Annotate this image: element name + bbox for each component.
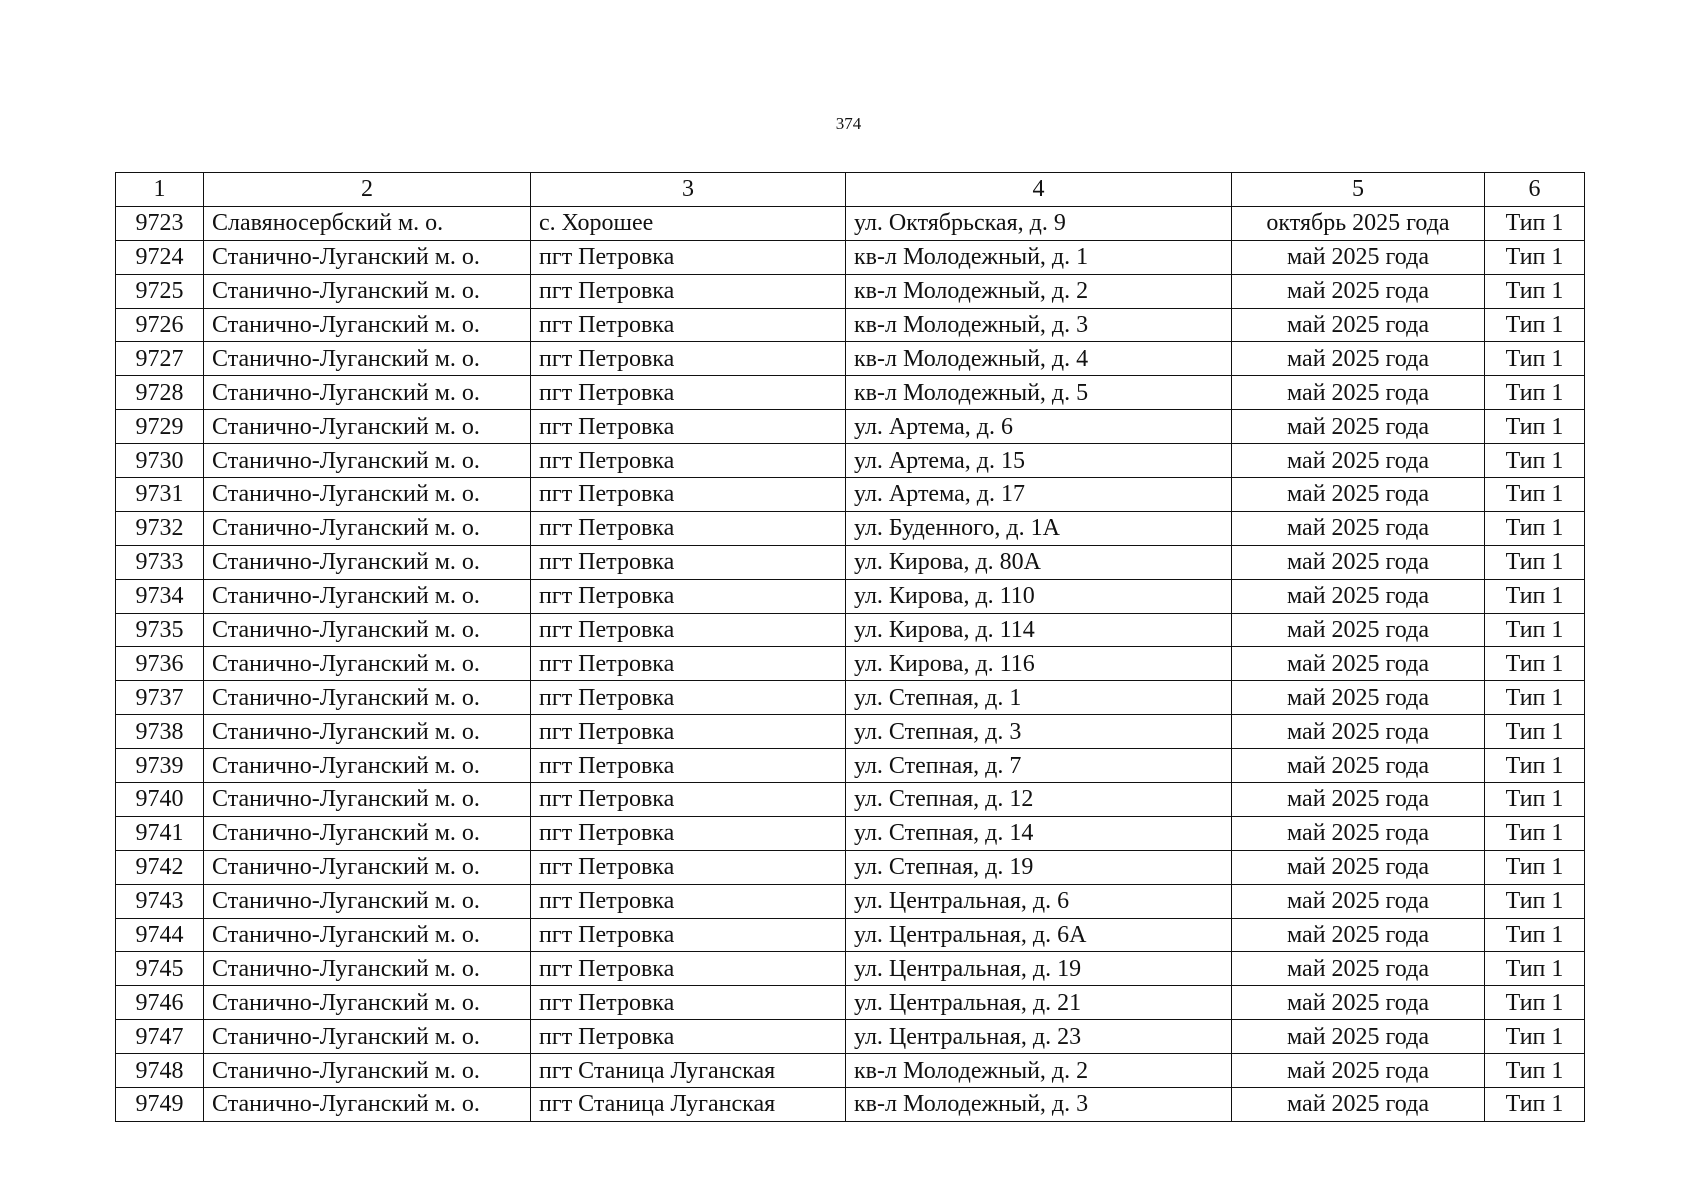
date-cell: май 2025 года (1232, 478, 1485, 512)
page-number (0, 114, 1697, 134)
address-cell: ул. Кирова, д. 116 (846, 647, 1232, 681)
locality-cell: пгт Петровка (531, 376, 846, 410)
row-number-cell: 9724 (116, 240, 204, 274)
locality-cell: пгт Петровка (531, 783, 846, 817)
table-row (116, 647, 1585, 681)
row-number-cell: 9740 (116, 783, 204, 817)
header-cell-5: 5 (1232, 173, 1485, 207)
row-number-cell: 9723 (116, 206, 204, 240)
table-row (116, 681, 1585, 715)
locality-cell: пгт Петровка (531, 308, 846, 342)
row-number-cell: 9735 (116, 613, 204, 647)
table-row (116, 342, 1585, 376)
date-cell: май 2025 года (1232, 986, 1485, 1020)
address-cell: кв-л Молодежный, д. 5 (846, 376, 1232, 410)
table-row (116, 240, 1585, 274)
date-cell: май 2025 года (1232, 1088, 1485, 1122)
row-number-cell: 9741 (116, 816, 204, 850)
row-number-cell: 9745 (116, 952, 204, 986)
type-cell: Тип 1 (1485, 511, 1585, 545)
municipality-cell: Станично-Луганский м. о. (204, 1020, 531, 1054)
type-cell: Тип 1 (1485, 850, 1585, 884)
address-cell: кв-л Молодежный, д. 3 (846, 1088, 1232, 1122)
date-cell: май 2025 года (1232, 850, 1485, 884)
municipality-cell: Станично-Луганский м. о. (204, 308, 531, 342)
locality-cell: пгт Петровка (531, 274, 846, 308)
registry-table (115, 172, 1585, 1122)
date-cell: май 2025 года (1232, 613, 1485, 647)
address-cell: ул. Артема, д. 15 (846, 444, 1232, 478)
row-number-cell: 9738 (116, 715, 204, 749)
table-row (116, 1054, 1585, 1088)
date-cell: май 2025 года (1232, 511, 1485, 545)
table-row (116, 749, 1585, 783)
locality-cell: пгт Станица Луганская (531, 1088, 846, 1122)
municipality-cell: Станично-Луганский м. о. (204, 376, 531, 410)
address-cell: ул. Степная, д. 7 (846, 749, 1232, 783)
address-cell: ул. Степная, д. 12 (846, 783, 1232, 817)
header-cell-1: 1 (116, 173, 204, 207)
table-row (116, 1088, 1585, 1122)
table-row (116, 308, 1585, 342)
row-number-cell: 9743 (116, 884, 204, 918)
table-row (116, 444, 1585, 478)
municipality-cell: Станично-Луганский м. о. (204, 1054, 531, 1088)
table-row (116, 986, 1585, 1020)
table-row (116, 715, 1585, 749)
row-number-cell: 9744 (116, 918, 204, 952)
locality-cell: пгт Петровка (531, 850, 846, 884)
municipality-cell: Станично-Луганский м. о. (204, 240, 531, 274)
row-number-cell: 9727 (116, 342, 204, 376)
row-number-cell: 9730 (116, 444, 204, 478)
row-number-cell: 9748 (116, 1054, 204, 1088)
date-cell: май 2025 года (1232, 444, 1485, 478)
type-cell: Тип 1 (1485, 749, 1585, 783)
municipality-cell: Станично-Луганский м. о. (204, 274, 531, 308)
date-cell: октябрь 2025 года (1232, 206, 1485, 240)
table-row (116, 952, 1585, 986)
locality-cell: пгт Петровка (531, 613, 846, 647)
type-cell: Тип 1 (1485, 816, 1585, 850)
address-cell: ул. Степная, д. 1 (846, 681, 1232, 715)
row-number-cell: 9733 (116, 545, 204, 579)
row-number-cell: 9736 (116, 647, 204, 681)
locality-cell: пгт Петровка (531, 647, 846, 681)
table-row (116, 783, 1585, 817)
locality-cell: пгт Петровка (531, 511, 846, 545)
type-cell: Тип 1 (1485, 342, 1585, 376)
type-cell: Тип 1 (1485, 410, 1585, 444)
address-cell: кв-л Молодежный, д. 3 (846, 308, 1232, 342)
locality-cell: пгт Петровка (531, 715, 846, 749)
address-cell: ул. Артема, д. 6 (846, 410, 1232, 444)
date-cell: май 2025 года (1232, 918, 1485, 952)
address-cell: ул. Центральная, д. 21 (846, 986, 1232, 1020)
date-cell: май 2025 года (1232, 715, 1485, 749)
row-number-cell: 9746 (116, 986, 204, 1020)
locality-cell: пгт Петровка (531, 816, 846, 850)
row-number-cell: 9729 (116, 410, 204, 444)
type-cell: Тип 1 (1485, 478, 1585, 512)
type-cell: Тип 1 (1485, 444, 1585, 478)
address-cell: ул. Буденного, д. 1А (846, 511, 1232, 545)
type-cell: Тип 1 (1485, 783, 1585, 817)
type-cell: Тип 1 (1485, 240, 1585, 274)
address-cell: ул. Центральная, д. 6 (846, 884, 1232, 918)
row-number-cell: 9726 (116, 308, 204, 342)
locality-cell: пгт Петровка (531, 986, 846, 1020)
type-cell: Тип 1 (1485, 579, 1585, 613)
locality-cell: пгт Петровка (531, 342, 846, 376)
table-row (116, 884, 1585, 918)
row-number-cell: 9725 (116, 274, 204, 308)
date-cell: май 2025 года (1232, 952, 1485, 986)
municipality-cell: Станично-Луганский м. о. (204, 681, 531, 715)
locality-cell: с. Хорошее (531, 206, 846, 240)
table-row (116, 816, 1585, 850)
date-cell: май 2025 года (1232, 884, 1485, 918)
table-header (116, 173, 1585, 207)
table-row (116, 579, 1585, 613)
table-row (116, 918, 1585, 952)
municipality-cell: Станично-Луганский м. о. (204, 1088, 531, 1122)
table-row (116, 850, 1585, 884)
header-row (116, 173, 1585, 207)
municipality-cell: Станично-Луганский м. о. (204, 579, 531, 613)
type-cell: Тип 1 (1485, 1020, 1585, 1054)
address-cell: ул. Центральная, д. 23 (846, 1020, 1232, 1054)
municipality-cell: Станично-Луганский м. о. (204, 715, 531, 749)
municipality-cell: Станично-Луганский м. о. (204, 986, 531, 1020)
locality-cell: пгт Петровка (531, 478, 846, 512)
table-row (116, 478, 1585, 512)
type-cell: Тип 1 (1485, 952, 1585, 986)
header-cell-2: 2 (204, 173, 531, 207)
locality-cell: пгт Петровка (531, 749, 846, 783)
date-cell: май 2025 года (1232, 681, 1485, 715)
municipality-cell: Станично-Луганский м. о. (204, 783, 531, 817)
date-cell: май 2025 года (1232, 1020, 1485, 1054)
address-cell: кв-л Молодежный, д. 2 (846, 1054, 1232, 1088)
date-cell: май 2025 года (1232, 308, 1485, 342)
type-cell: Тип 1 (1485, 1054, 1585, 1088)
address-cell: ул. Степная, д. 19 (846, 850, 1232, 884)
date-cell: май 2025 года (1232, 274, 1485, 308)
table-row (116, 511, 1585, 545)
table-row (116, 274, 1585, 308)
address-cell: ул. Центральная, д. 6А (846, 918, 1232, 952)
type-cell: Тип 1 (1485, 681, 1585, 715)
header-cell-3: 3 (531, 173, 846, 207)
municipality-cell: Станично-Луганский м. о. (204, 850, 531, 884)
type-cell: Тип 1 (1485, 206, 1585, 240)
locality-cell: пгт Петровка (531, 884, 846, 918)
date-cell: май 2025 года (1232, 579, 1485, 613)
address-cell: ул. Кирова, д. 80А (846, 545, 1232, 579)
type-cell: Тип 1 (1485, 647, 1585, 681)
header-cell-4: 4 (846, 173, 1232, 207)
date-cell: май 2025 года (1232, 342, 1485, 376)
municipality-cell: Станично-Луганский м. о. (204, 816, 531, 850)
address-cell: ул. Артема, д. 17 (846, 478, 1232, 512)
address-cell: кв-л Молодежный, д. 1 (846, 240, 1232, 274)
type-cell: Тип 1 (1485, 274, 1585, 308)
date-cell: май 2025 года (1232, 749, 1485, 783)
locality-cell: пгт Петровка (531, 681, 846, 715)
locality-cell: пгт Петровка (531, 1020, 846, 1054)
date-cell: май 2025 года (1232, 376, 1485, 410)
header-cell-6: 6 (1485, 173, 1585, 207)
address-cell: ул. Степная, д. 14 (846, 816, 1232, 850)
municipality-cell: Станично-Луганский м. о. (204, 444, 531, 478)
municipality-cell: Станично-Луганский м. о. (204, 511, 531, 545)
address-cell: ул. Кирова, д. 114 (846, 613, 1232, 647)
row-number-cell: 9742 (116, 850, 204, 884)
type-cell: Тип 1 (1485, 613, 1585, 647)
locality-cell: пгт Станица Луганская (531, 1054, 846, 1088)
date-cell: май 2025 года (1232, 410, 1485, 444)
table-row (116, 1020, 1585, 1054)
table-row (116, 410, 1585, 444)
table-row (116, 545, 1585, 579)
municipality-cell: Славяносербский м. о. (204, 206, 531, 240)
type-cell: Тип 1 (1485, 1088, 1585, 1122)
row-number-cell: 9739 (116, 749, 204, 783)
address-cell: кв-л Молодежный, д. 4 (846, 342, 1232, 376)
date-cell: май 2025 года (1232, 816, 1485, 850)
date-cell: май 2025 года (1232, 240, 1485, 274)
locality-cell: пгт Петровка (531, 240, 846, 274)
type-cell: Тип 1 (1485, 545, 1585, 579)
date-cell: май 2025 года (1232, 545, 1485, 579)
municipality-cell: Станично-Луганский м. о. (204, 918, 531, 952)
type-cell: Тип 1 (1485, 715, 1585, 749)
locality-cell: пгт Петровка (531, 410, 846, 444)
page-number-text: 374 (835, 114, 862, 133)
municipality-cell: Станично-Луганский м. о. (204, 545, 531, 579)
locality-cell: пгт Петровка (531, 952, 846, 986)
type-cell: Тип 1 (1485, 308, 1585, 342)
table-row (116, 206, 1585, 240)
municipality-cell: Станично-Луганский м. о. (204, 647, 531, 681)
row-number-cell: 9734 (116, 579, 204, 613)
locality-cell: пгт Петровка (531, 444, 846, 478)
row-number-cell: 9732 (116, 511, 204, 545)
municipality-cell: Станично-Луганский м. о. (204, 884, 531, 918)
type-cell: Тип 1 (1485, 986, 1585, 1020)
municipality-cell: Станично-Луганский м. о. (204, 342, 531, 376)
table-body (116, 206, 1585, 1121)
address-cell: ул. Центральная, д. 19 (846, 952, 1232, 986)
type-cell: Тип 1 (1485, 376, 1585, 410)
locality-cell: пгт Петровка (531, 579, 846, 613)
address-cell: ул. Степная, д. 3 (846, 715, 1232, 749)
type-cell: Тип 1 (1485, 918, 1585, 952)
locality-cell: пгт Петровка (531, 918, 846, 952)
address-cell: ул. Октябрьская, д. 9 (846, 206, 1232, 240)
row-number-cell: 9731 (116, 478, 204, 512)
address-cell: кв-л Молодежный, д. 2 (846, 274, 1232, 308)
municipality-cell: Станично-Луганский м. о. (204, 478, 531, 512)
municipality-cell: Станично-Луганский м. о. (204, 410, 531, 444)
locality-cell: пгт Петровка (531, 545, 846, 579)
municipality-cell: Станично-Луганский м. о. (204, 749, 531, 783)
type-cell: Тип 1 (1485, 884, 1585, 918)
row-number-cell: 9747 (116, 1020, 204, 1054)
municipality-cell: Станично-Луганский м. о. (204, 952, 531, 986)
date-cell: май 2025 года (1232, 783, 1485, 817)
row-number-cell: 9737 (116, 681, 204, 715)
table-row (116, 376, 1585, 410)
row-number-cell: 9749 (116, 1088, 204, 1122)
municipality-cell: Станично-Луганский м. о. (204, 613, 531, 647)
row-number-cell: 9728 (116, 376, 204, 410)
date-cell: май 2025 года (1232, 647, 1485, 681)
date-cell: май 2025 года (1232, 1054, 1485, 1088)
table-row (116, 613, 1585, 647)
address-cell: ул. Кирова, д. 110 (846, 579, 1232, 613)
